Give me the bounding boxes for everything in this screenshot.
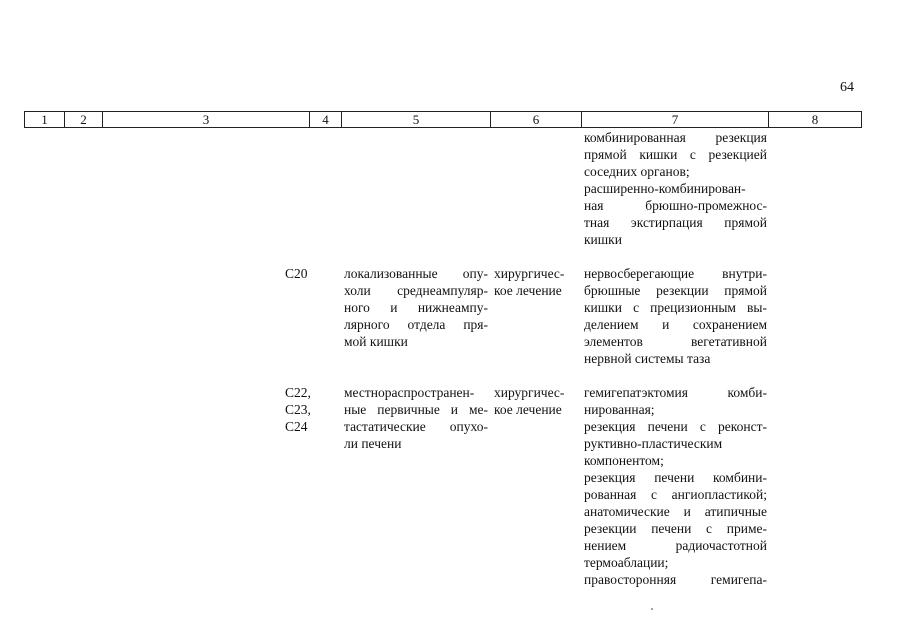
text-line: ная брюшно-промежнос- xyxy=(584,198,767,213)
text-line: ные первичные и ме- xyxy=(344,402,488,417)
header-cell-4: 4 xyxy=(310,112,342,127)
text-line: тная экстирпация прямой xyxy=(584,215,767,230)
row2-diagnosis-code xyxy=(285,384,325,435)
header-cell-3: 3 xyxy=(103,112,310,127)
page-number: 64 xyxy=(840,80,854,95)
text-line: тастатические опухо- xyxy=(344,419,488,434)
row1-type-of-treatment xyxy=(494,265,578,299)
text-line: комбинированная резекция xyxy=(584,130,767,145)
text-line: C22, xyxy=(285,385,311,400)
text-line: анатомические и атипичные xyxy=(584,504,767,519)
text-line: кишки с прецизионным вы- xyxy=(584,300,767,315)
text-line: хирургичес- xyxy=(494,266,565,281)
header-cell-6: 6 xyxy=(491,112,582,127)
header-cell-5: 5 xyxy=(342,112,491,127)
scan-speck xyxy=(651,608,653,610)
text-line: локализованные опу- xyxy=(344,266,488,281)
text-line: элементов вегетативной xyxy=(584,334,767,349)
header-cell-7: 7 xyxy=(582,112,769,127)
text-line: соседних органов; xyxy=(584,164,690,179)
text-line: местнораспространен- xyxy=(344,385,475,400)
row1-diagnosis-code xyxy=(285,265,325,282)
text-line: термоаблации; xyxy=(584,555,669,570)
text-line: резекции печени с приме- xyxy=(584,521,767,536)
text-line: C24 xyxy=(285,419,308,434)
row1-treatment-method xyxy=(584,265,767,367)
row2-treatment-method xyxy=(584,384,767,588)
text-line: нированная; xyxy=(584,402,655,417)
header-cell-2: 2 xyxy=(65,112,103,127)
text-line: C20 xyxy=(285,266,308,281)
text-line: лярного отдела пря- xyxy=(344,317,488,332)
row1-model-of-patient xyxy=(344,265,488,350)
text-line: хирургичес- xyxy=(494,385,565,400)
text-line: правосторонняя гемигепа- xyxy=(584,572,767,587)
text-line: ного и нижнеампу- xyxy=(344,300,488,315)
text-line: делением и сохранением xyxy=(584,317,767,332)
continuation-treatment-method xyxy=(584,129,767,248)
row2-model-of-patient xyxy=(344,384,488,452)
text-line: руктивно-пластическим xyxy=(584,436,723,451)
text-line: C23, xyxy=(285,402,311,417)
text-line: прямой кишки с резекцией xyxy=(584,147,767,162)
text-line: ли печени xyxy=(344,436,402,451)
text-line: кое лечение xyxy=(494,283,562,298)
text-line: резекция печени комбини- xyxy=(584,470,767,485)
text-line: кое лечение xyxy=(494,402,562,417)
row2-type-of-treatment xyxy=(494,384,578,418)
text-line: резекция печени с реконст- xyxy=(584,419,767,434)
text-line: брюшные резекции прямой xyxy=(584,283,767,298)
text-line: кишки xyxy=(584,232,622,247)
text-line: компонентом; xyxy=(584,453,664,468)
text-line: расширенно-комбинирован- xyxy=(584,181,746,196)
text-line: нервной системы таза xyxy=(584,351,711,366)
text-line: рованная с ангиопластикой; xyxy=(584,487,767,502)
text-line: нением радиочастотной xyxy=(584,538,767,553)
text-line: гемигепатэктомия комби- xyxy=(584,385,767,400)
table-header-row xyxy=(24,111,862,128)
header-cell-1: 1 xyxy=(25,112,65,127)
text-line: холи среднеампуляр- xyxy=(344,283,488,298)
text-line: нервосберегающие внутри- xyxy=(584,266,767,281)
header-cell-8: 8 xyxy=(811,112,819,127)
text-line: мой кишки xyxy=(344,334,408,349)
